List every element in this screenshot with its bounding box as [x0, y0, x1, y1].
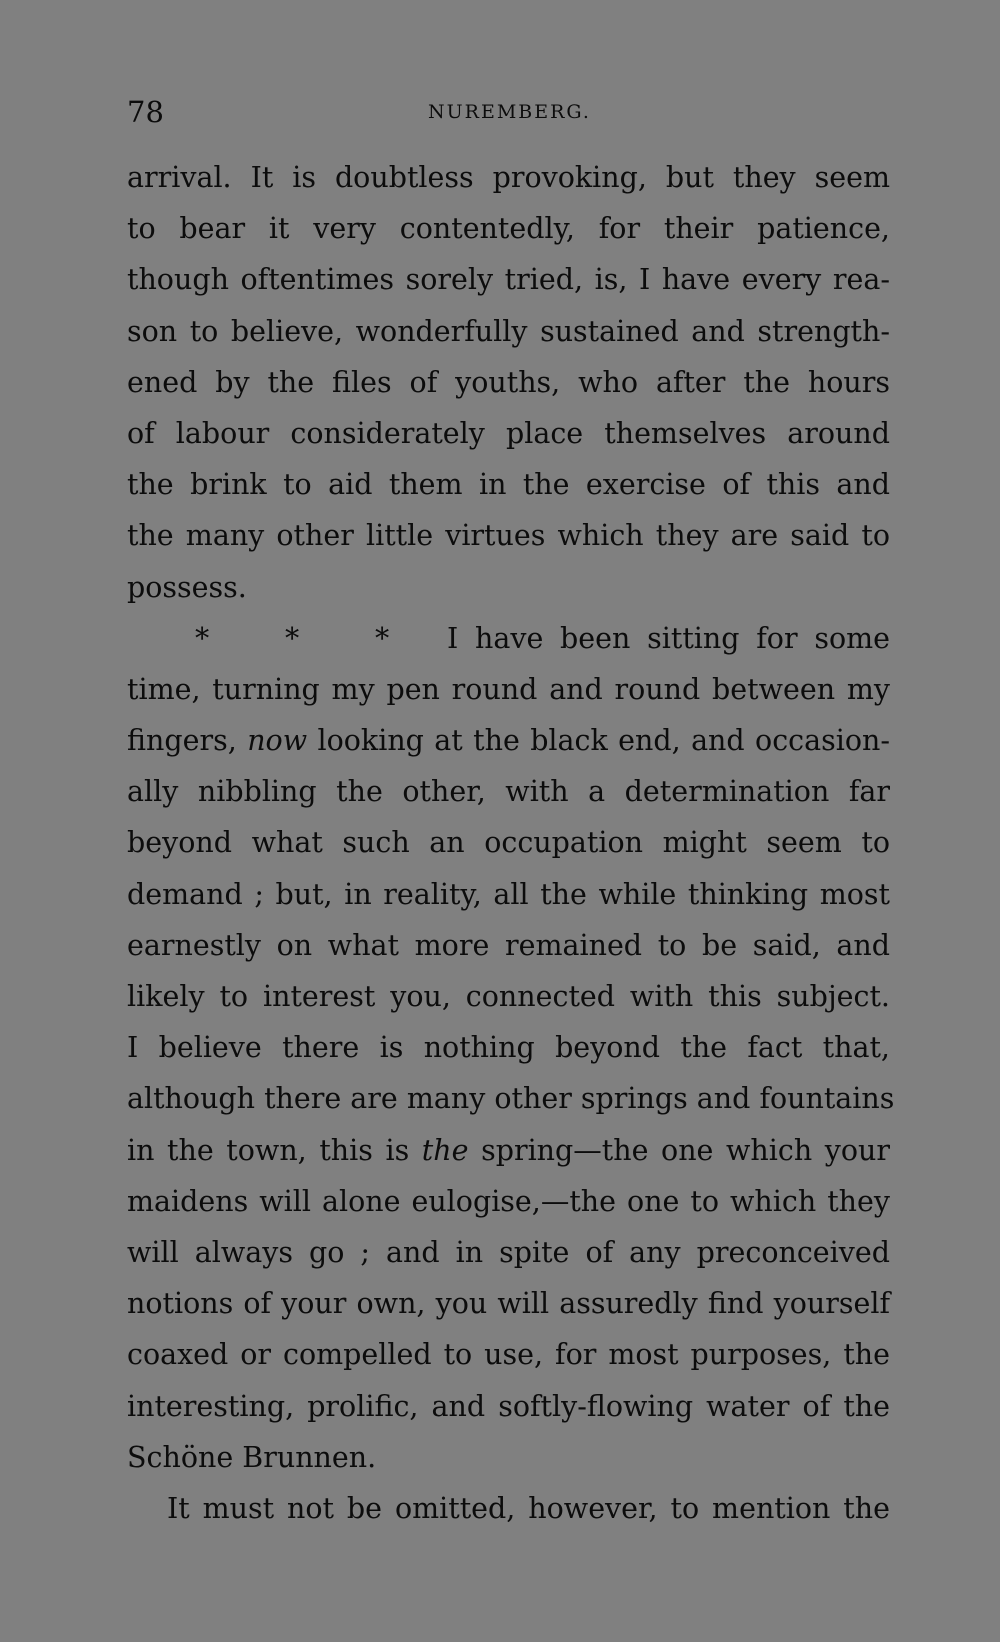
page-header	[127, 92, 892, 132]
text-line: possess.	[127, 570, 247, 604]
text-line: in the town, this is the spring—the one which your	[127, 1133, 891, 1167]
text-line: of labour considerately place themselves around	[127, 416, 890, 450]
text-line: notions of your own, you will assuredly find yourself	[127, 1287, 890, 1321]
text-line: It must not be omitted, however, to mention the	[167, 1491, 890, 1525]
text-line: to bear it very contentedly, for their patience,	[127, 212, 890, 246]
text-line: fingers, now looking at the black end, and occasion-	[127, 724, 891, 758]
text-line: beyond what such an occupation might seem to	[127, 826, 890, 860]
text-line: interesting, prolific, and softly-flowing water of the	[127, 1389, 890, 1423]
running-title: NUREMBERG.	[428, 101, 591, 123]
text-line: ened by the files of youths, who after the hours	[127, 365, 890, 399]
text-line: will always go ; and in spite of any preconceived	[127, 1235, 890, 1269]
body-text	[127, 152, 895, 1534]
text-line: the many other little virtues which they are said to	[127, 519, 890, 553]
text-line: although there are many other springs and fountains	[127, 1082, 895, 1116]
emphasis: the	[421, 1133, 469, 1167]
text-line: arrival. It is doubtless provoking, but they seem	[127, 161, 890, 194]
text-line: maidens will alone eulogise,—the one to which they	[127, 1184, 890, 1218]
text-line: Schöne Brunnen.	[127, 1440, 377, 1474]
text-line: the brink to aid them in the exercise of this and	[127, 468, 890, 502]
emphasis: now	[247, 724, 308, 758]
text-line: demand ; but, in reality, all the while thinking most	[127, 877, 890, 911]
page-number: 78	[127, 95, 164, 129]
text-line: coaxed or compelled to use, for most purposes, the	[127, 1338, 890, 1372]
section-break-asterisks	[127, 613, 447, 664]
text-line: though oftentimes sorely tried, is, I have every rea-	[127, 263, 890, 297]
text-line: earnestly on what more remained to be said, and	[127, 928, 890, 962]
text-line: I believe there is nothing beyond the fact that,	[127, 1031, 890, 1065]
text-line: time, turning my pen round and round between my	[127, 672, 890, 706]
text-line: likely to interest you, connected with this subject.	[127, 980, 890, 1013]
text-line-section-break	[127, 613, 890, 664]
asterisk: *	[195, 621, 210, 655]
section-first-line: I have been sitting for some	[447, 621, 890, 655]
asterisk: *	[285, 621, 300, 655]
text-line: son to believe, wonderfully sustained and strength-	[127, 314, 890, 348]
asterisk: *	[375, 621, 390, 655]
text-line: ally nibbling the other, with a determination far	[127, 775, 890, 809]
